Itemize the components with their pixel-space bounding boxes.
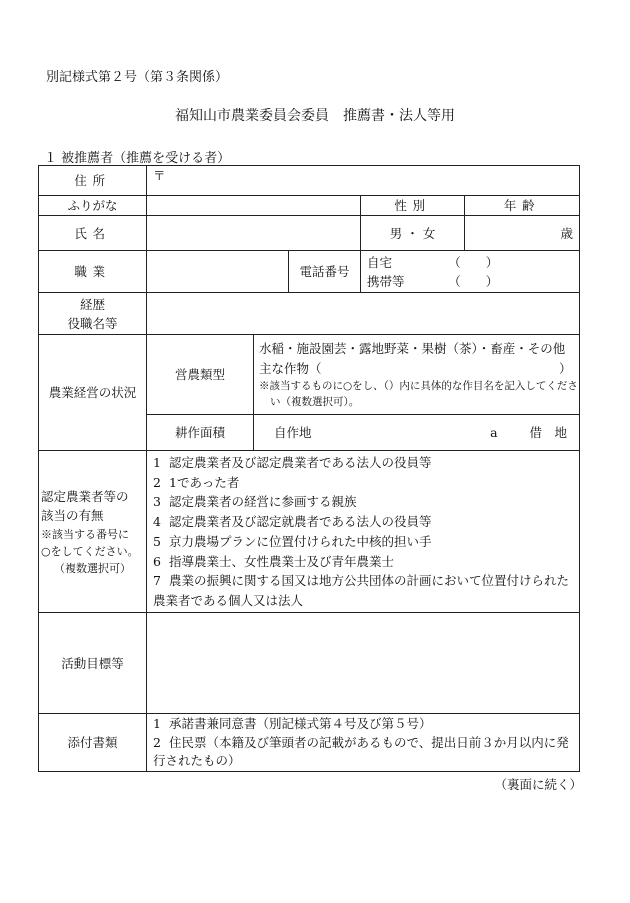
name-field[interactable] [147, 216, 361, 251]
certification-item-5[interactable]: 5 京力農場プランに位置付けられた中核的担い手 [153, 533, 432, 549]
certification-item-2[interactable]: 2 1であった者 [153, 474, 240, 490]
activity-row [39, 613, 580, 714]
certification-note-line1: ※該当する番号に [41, 527, 129, 541]
address-row [39, 166, 580, 196]
gender-options[interactable]: 男 ・ 女 [361, 216, 465, 251]
furigana-field[interactable] [147, 196, 361, 216]
farming-type-options: 水稲・施設園芸・露地野菜・果樹（茶）・畜産・その他 [259, 341, 566, 357]
nominee-form-table [38, 165, 580, 772]
certification-item-1[interactable]: 1 認定農業者及び認定農業者である法人の役員等 [153, 454, 432, 470]
certification-row [39, 451, 580, 613]
form-number: 別記様式第２号（第３条関係） [46, 70, 229, 85]
section-heading: １ 被推薦者（推薦を受ける者） [44, 151, 231, 166]
certification-label-line2: 該当の有無 [41, 508, 104, 524]
farming-type-note-line1: ※該当するものに○をし、（）内に具体的な作目名を記入してくださ [259, 379, 578, 392]
farming-status-label: 農業経営の状況 [39, 335, 147, 451]
attachment-item-1: 1 承諾書兼同意書（別記様式第４号及び第５号） [153, 715, 432, 731]
name-row [39, 216, 580, 251]
career-label [39, 293, 147, 335]
certification-item-4[interactable]: 4 認定農業者及び認定就農者である法人の役員等 [153, 514, 432, 530]
attachments-list [147, 714, 580, 772]
age-label: 年齢 [465, 196, 580, 216]
career-label-line1: 経歴 [79, 296, 105, 312]
postal-mark: 〒 [153, 168, 166, 183]
certification-note-line2: ○をしてください。 [41, 544, 139, 558]
certification-item-7[interactable]: 7 農業の振興に関する国又は地方公共団体の計画において位置付けられた農業者である個人又は法人 [153, 573, 570, 609]
certification-item-6[interactable]: 6 指導農業士、女性農業士及び青年農業士 [153, 553, 395, 569]
name-label: 氏名 [39, 216, 147, 251]
attachment-item-2: 2 住民票（本籍及び筆頭者の記載があるもので、提出日前３か月以内に発行されたもの） [153, 734, 569, 769]
page-title: 福知山市農業委員会委員 推薦書・法人等用 [175, 108, 455, 124]
certification-label [39, 451, 147, 613]
age-unit: 歳 [560, 225, 574, 241]
farming-type-row [39, 335, 580, 415]
address-label: 住所 [39, 166, 147, 196]
certification-note-line3: （複数選択可） [54, 561, 131, 575]
owned-land-unit: a [490, 425, 498, 441]
farming-type-note-line2: い（複数選択可）。 [270, 396, 360, 409]
certification-options[interactable] [147, 451, 580, 613]
phone-field[interactable] [361, 251, 580, 293]
cultivated-area-label: 耕作面積 [147, 415, 254, 451]
phone-label: 電話番号 [289, 251, 361, 293]
occupation-row [39, 251, 580, 293]
farming-type-label: 営農類型 [147, 335, 254, 415]
attachments-row [39, 714, 580, 772]
furigana-label: ふりがな [39, 196, 147, 216]
occupation-field[interactable] [147, 251, 289, 293]
mobile-phone: 携帯等 （ ） [367, 273, 499, 289]
age-field[interactable] [465, 216, 580, 251]
career-label-line2: 役職名等 [67, 315, 118, 331]
cultivated-area-field[interactable] [254, 415, 580, 451]
owned-land-label: 自作地 [274, 425, 312, 441]
occupation-label: 職業 [39, 251, 147, 293]
gender-label: 性別 [361, 196, 465, 216]
continued-note: （裏面に続く） [494, 777, 582, 792]
activity-goals-field[interactable] [147, 613, 580, 714]
furigana-row [39, 196, 580, 216]
home-phone: 自宅 （ ） [367, 254, 499, 270]
certification-label-line1: 認定農業者等の [41, 488, 129, 504]
leased-land-label: 借 地 [529, 425, 568, 441]
farming-type-field[interactable] [254, 335, 580, 415]
attachments-label: 添付書類 [39, 714, 147, 772]
main-crop: 主な作物（ ） [259, 360, 572, 376]
career-field[interactable] [147, 293, 580, 335]
activity-goals-label: 活動目標等 [39, 613, 147, 714]
address-field[interactable] [147, 166, 580, 196]
certification-item-3[interactable]: 3 認定農業者の経営に参画する親族 [153, 494, 357, 510]
career-row [39, 293, 580, 335]
